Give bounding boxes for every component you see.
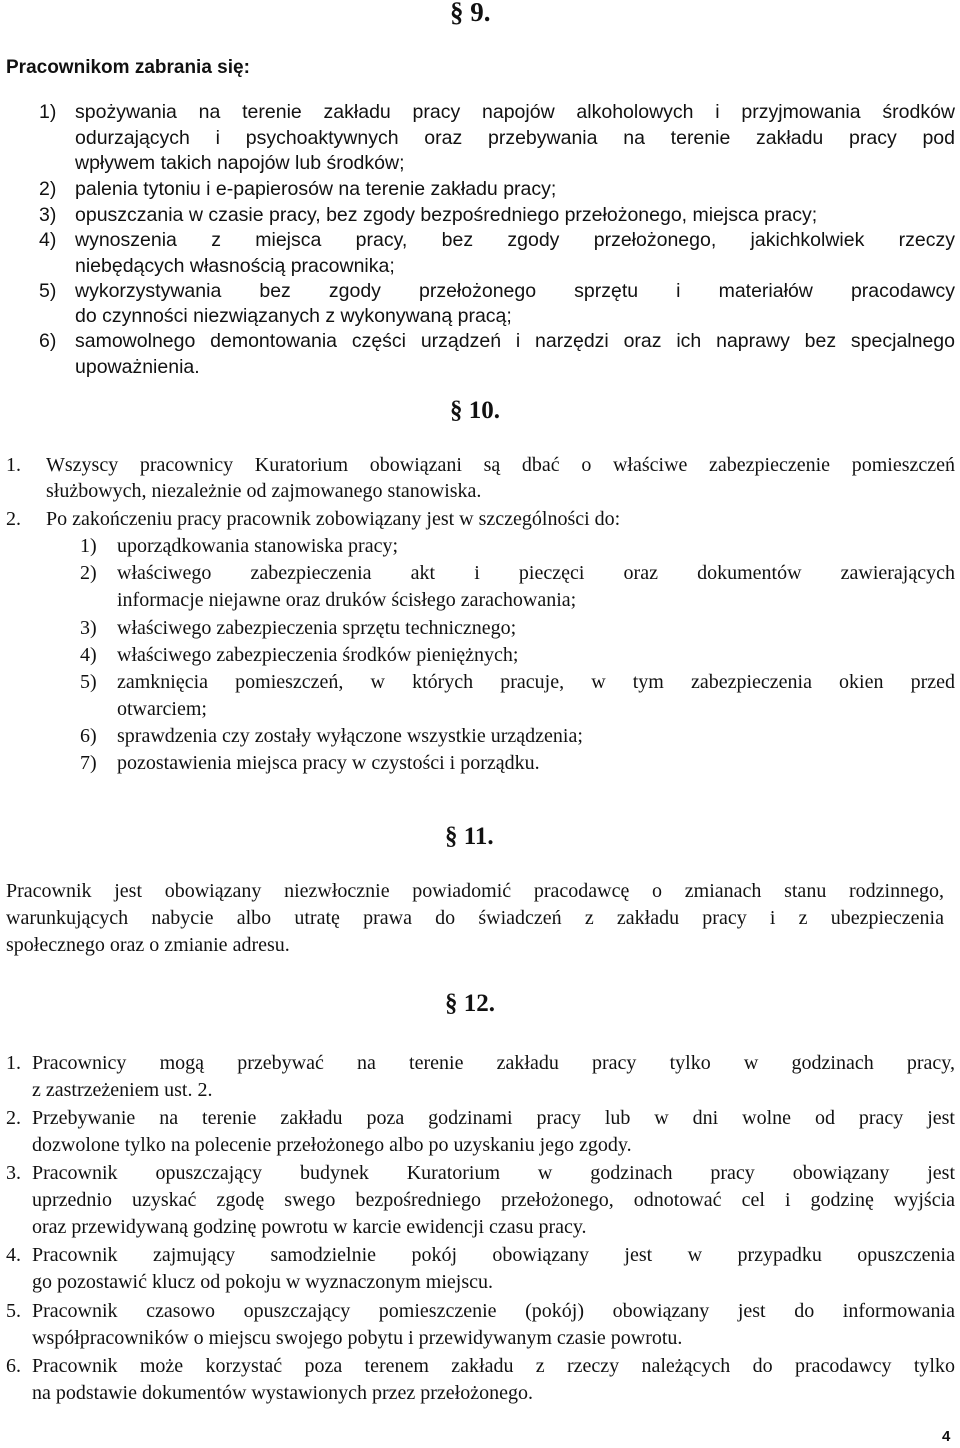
s10-p1-num: 1. [6, 454, 21, 476]
s10-item-1-line-1: uporządkowania stanowiska pracy; [117, 535, 399, 557]
s12-item-5-line-1: Pracownik czasowo opuszczający pomieszczenie (pokój) obowiązany jest do informowania [32, 1300, 955, 1322]
s9-item-5-line-1: wykorzystywania bez zgody przełożonego sprzętu i materiałów pracodawcy [75, 280, 955, 302]
section-10-heading: § 10. [450, 397, 500, 424]
s9-item-3-num: 3) [39, 204, 57, 226]
s10-item-1-num: 1) [80, 535, 97, 557]
s12-item-1-line-2: z zastrzeżeniem ust. 2. [32, 1079, 213, 1101]
s12-item-6-line-1: Pracownik może korzystać poza terenem zakładu z rzeczy należących do pracodawcy tylko [32, 1355, 955, 1377]
s12-item-3-line-2: uprzednio uzyskać zgodę swego bezpośredniego przełożonego, odnotować cel i godzinę wyjścia [32, 1189, 955, 1211]
s12-item-5-line-2: współpracowników o miejscu swojego pobytu i przewidywanym czasie powrotu. [32, 1327, 683, 1349]
s12-item-6-num: 6. [6, 1355, 21, 1377]
s9-item-4-line-1: wynoszenia z miejsca pracy, bez zgody przełożonego, jakichkolwiek rzeczy [75, 229, 955, 251]
s12-item-2-line-1: Przebywanie na terenie zakładu poza godzinami pracy lub w dni wolne od pracy jest [32, 1107, 955, 1129]
s12-item-4-num: 4. [6, 1244, 21, 1266]
s10-item-6-line-1: sprawdzenia czy zostały wyłączone wszystkie urządzenia; [117, 725, 583, 747]
s9-item-1-line-2: odurzających i psychoaktywnych oraz przebywania na terenie zakładu pracy pod [75, 127, 955, 149]
section-9-heading: § 9. [450, 0, 491, 27]
s10-item-3-line-1: właściwego zabezpieczenia sprzętu technicznego; [117, 617, 517, 639]
s12-item-6-line-2: na podstawie dokumentów wystawionych przez przełożonego. [32, 1382, 533, 1404]
s9-item-1-line-3: wpływem takich napojów lub środków; [75, 152, 405, 174]
section-11-heading: § 11. [445, 823, 494, 850]
s12-item-4-line-1: Pracownik zajmujący samodzielnie pokój obowiązany jest w przypadku opuszczenia [32, 1244, 955, 1266]
intro-heading: Pracownikom zabrania się: [6, 57, 250, 78]
s10-item-5-num: 5) [80, 671, 97, 693]
s9-item-2-num: 2) [39, 178, 57, 200]
s10-item-7-num: 7) [80, 752, 97, 774]
s10-item-3-num: 3) [80, 617, 97, 639]
s11-line-2: warunkujących nabycie albo utratę prawa do świadczeń z zakładu pracy i z ubezpieczenia [6, 907, 944, 929]
s9-item-6-line-1: samowolnego demontowania części urządzeń i narzędzi oraz ich naprawy bez specjalnego [75, 330, 955, 352]
s12-item-3-line-1: Pracownik opuszczający budynek Kuratorium w godzinach pracy obowiązany jest [32, 1162, 955, 1184]
s11-line-1: Pracownik jest obowiązany niezwłocznie powiadomić pracodawcę o zmianach stanu rodzinnego, [6, 880, 944, 902]
s9-item-6-num: 6) [39, 330, 57, 352]
s12-item-2-num: 2. [6, 1107, 21, 1129]
s10-item-7-line-1: pozostawienia miejsca pracy w czystości i porządku. [117, 752, 540, 774]
s12-item-3-line-3: oraz przewidywaną godzinę powrotu w karcie ewidencji czasu pracy. [32, 1216, 587, 1238]
s10-item-2-num: 2) [80, 562, 97, 584]
s9-item-1-line-1: spożywania na terenie zakładu pracy napojów alkoholowych i przyjmowania środków [75, 101, 955, 123]
section-12-heading: § 12. [445, 990, 495, 1017]
s11-line-3: społecznego oraz o zmianie adresu. [6, 934, 290, 956]
s10-item-2-line-2: informacje niejawne oraz druków ścisłego zarachowania; [117, 589, 577, 611]
page-number: 4 [942, 1428, 951, 1445]
s12-item-1-num: 1. [6, 1052, 21, 1074]
s10-item-4-line-1: właściwego zabezpieczenia środków pieniężnych; [117, 644, 519, 666]
s9-item-4-num: 4) [39, 229, 57, 251]
s10-p1-line-1: Wszyscy pracownicy Kuratorium obowiązani są dbać o właściwe zabezpieczenie pomieszczeń [46, 454, 955, 476]
s9-item-2-line-1: palenia tytoniu i e-papierosów na terenie zakładu pracy; [75, 178, 557, 200]
s12-item-1-line-1: Pracownicy mogą przebywać na terenie zakładu pracy tylko w godzinach pracy, [32, 1052, 955, 1074]
s10-p1-line-2: służbowych, niezależnie od zajmowanego stanowiska. [46, 480, 482, 502]
s12-item-2-line-2: dozwolone tylko na polecenie przełożonego albo po uzyskaniu jego zgody. [32, 1134, 632, 1156]
s9-item-4-line-2: niebędących własnością pracownika; [75, 255, 395, 277]
s10-item-6-num: 6) [80, 725, 97, 747]
s10-p2-intro: Po zakończeniu pracy pracownik zobowiązany jest w szczególności do: [46, 508, 621, 530]
s9-item-1-num: 1) [39, 101, 57, 123]
s9-item-5-line-2: do czynności niezwiązanych z wykonywaną pracą; [75, 305, 512, 327]
s10-item-5-line-1: zamknięcia pomieszczeń, w których pracuje, w tym zabezpieczenia okien przed [117, 671, 955, 693]
s12-item-3-num: 3. [6, 1162, 21, 1184]
s12-item-5-num: 5. [6, 1300, 21, 1322]
s10-item-5-line-2: otwarciem; [117, 698, 207, 720]
s10-item-4-num: 4) [80, 644, 97, 666]
s9-item-5-num: 5) [39, 280, 57, 302]
s10-p2-num: 2. [6, 508, 21, 530]
s9-item-6-line-2: upoważnienia. [75, 356, 200, 378]
s10-item-2-line-1: właściwego zabezpieczenia akt i pieczęci oraz dokumentów zawierających [117, 562, 955, 584]
s9-item-3-line-1: opuszczania w czasie pracy, bez zgody bezpośredniego przełożonego, miejsca pracy; [75, 204, 818, 226]
s12-item-4-line-2: go pozostawić klucz od pokoju w wyznaczonym miejscu. [32, 1271, 493, 1293]
